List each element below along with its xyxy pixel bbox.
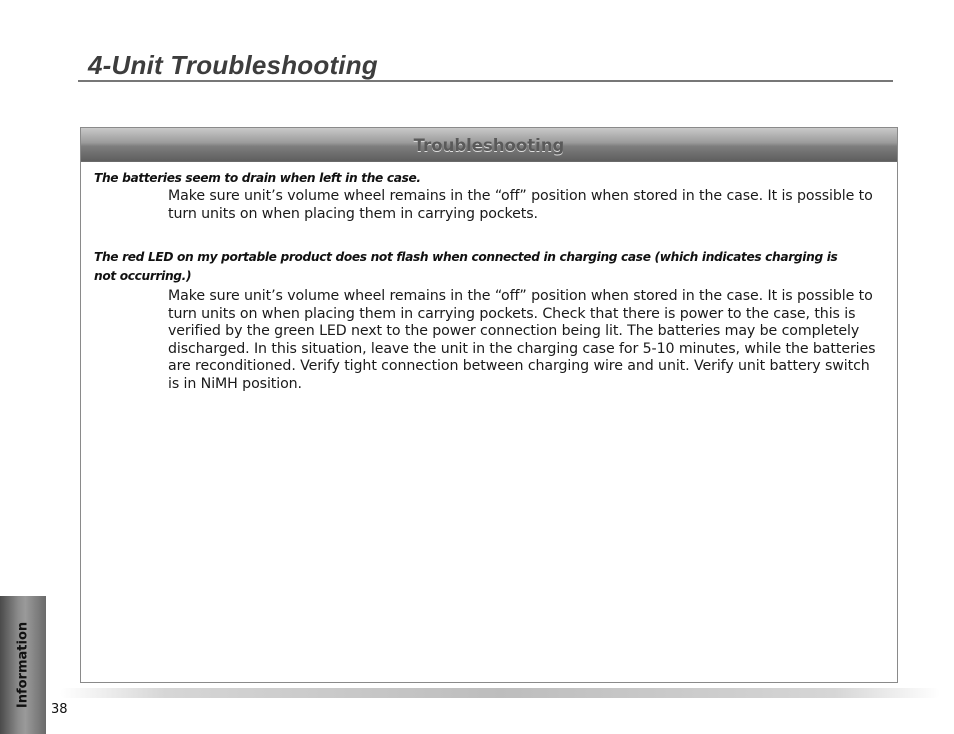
panel-header-title: Troubleshooting (413, 136, 565, 155)
footer-divider (60, 688, 940, 698)
side-tab-label: Information (15, 621, 31, 709)
question-1: The batteries seem to drain when left in the case. (94, 171, 421, 185)
panel-header (81, 128, 897, 162)
page-number: 38 (51, 702, 68, 717)
title-divider (78, 80, 893, 82)
question-2: The red LED on my portable product does not flash when connected in charging case (which indicates charging is not occurring.) (94, 250, 838, 283)
troubleshooting-panel (80, 127, 898, 683)
page-title: 4-Unit Troubleshooting (88, 50, 378, 80)
answer-2: Make sure unit’s volume wheel remains in the “off” position when stored in the case. It is possible to turn units on when placing them in carrying pockets. Check that there is power to the case, this is verified by the green LED next to the power connection being lit. The batteries may be completely discharged. In this situation, leave the unit in the charging case for 5-10 minutes, while the batteries are reconditioned. Verify tight connection between charging wire and unit. Verify unit battery switch is in NiMH position. (168, 288, 876, 392)
answer-1: Make sure unit’s volume wheel remains in the “off” position when stored in the case. It is possible to turn units on when placing them in carrying pockets. (168, 188, 873, 222)
